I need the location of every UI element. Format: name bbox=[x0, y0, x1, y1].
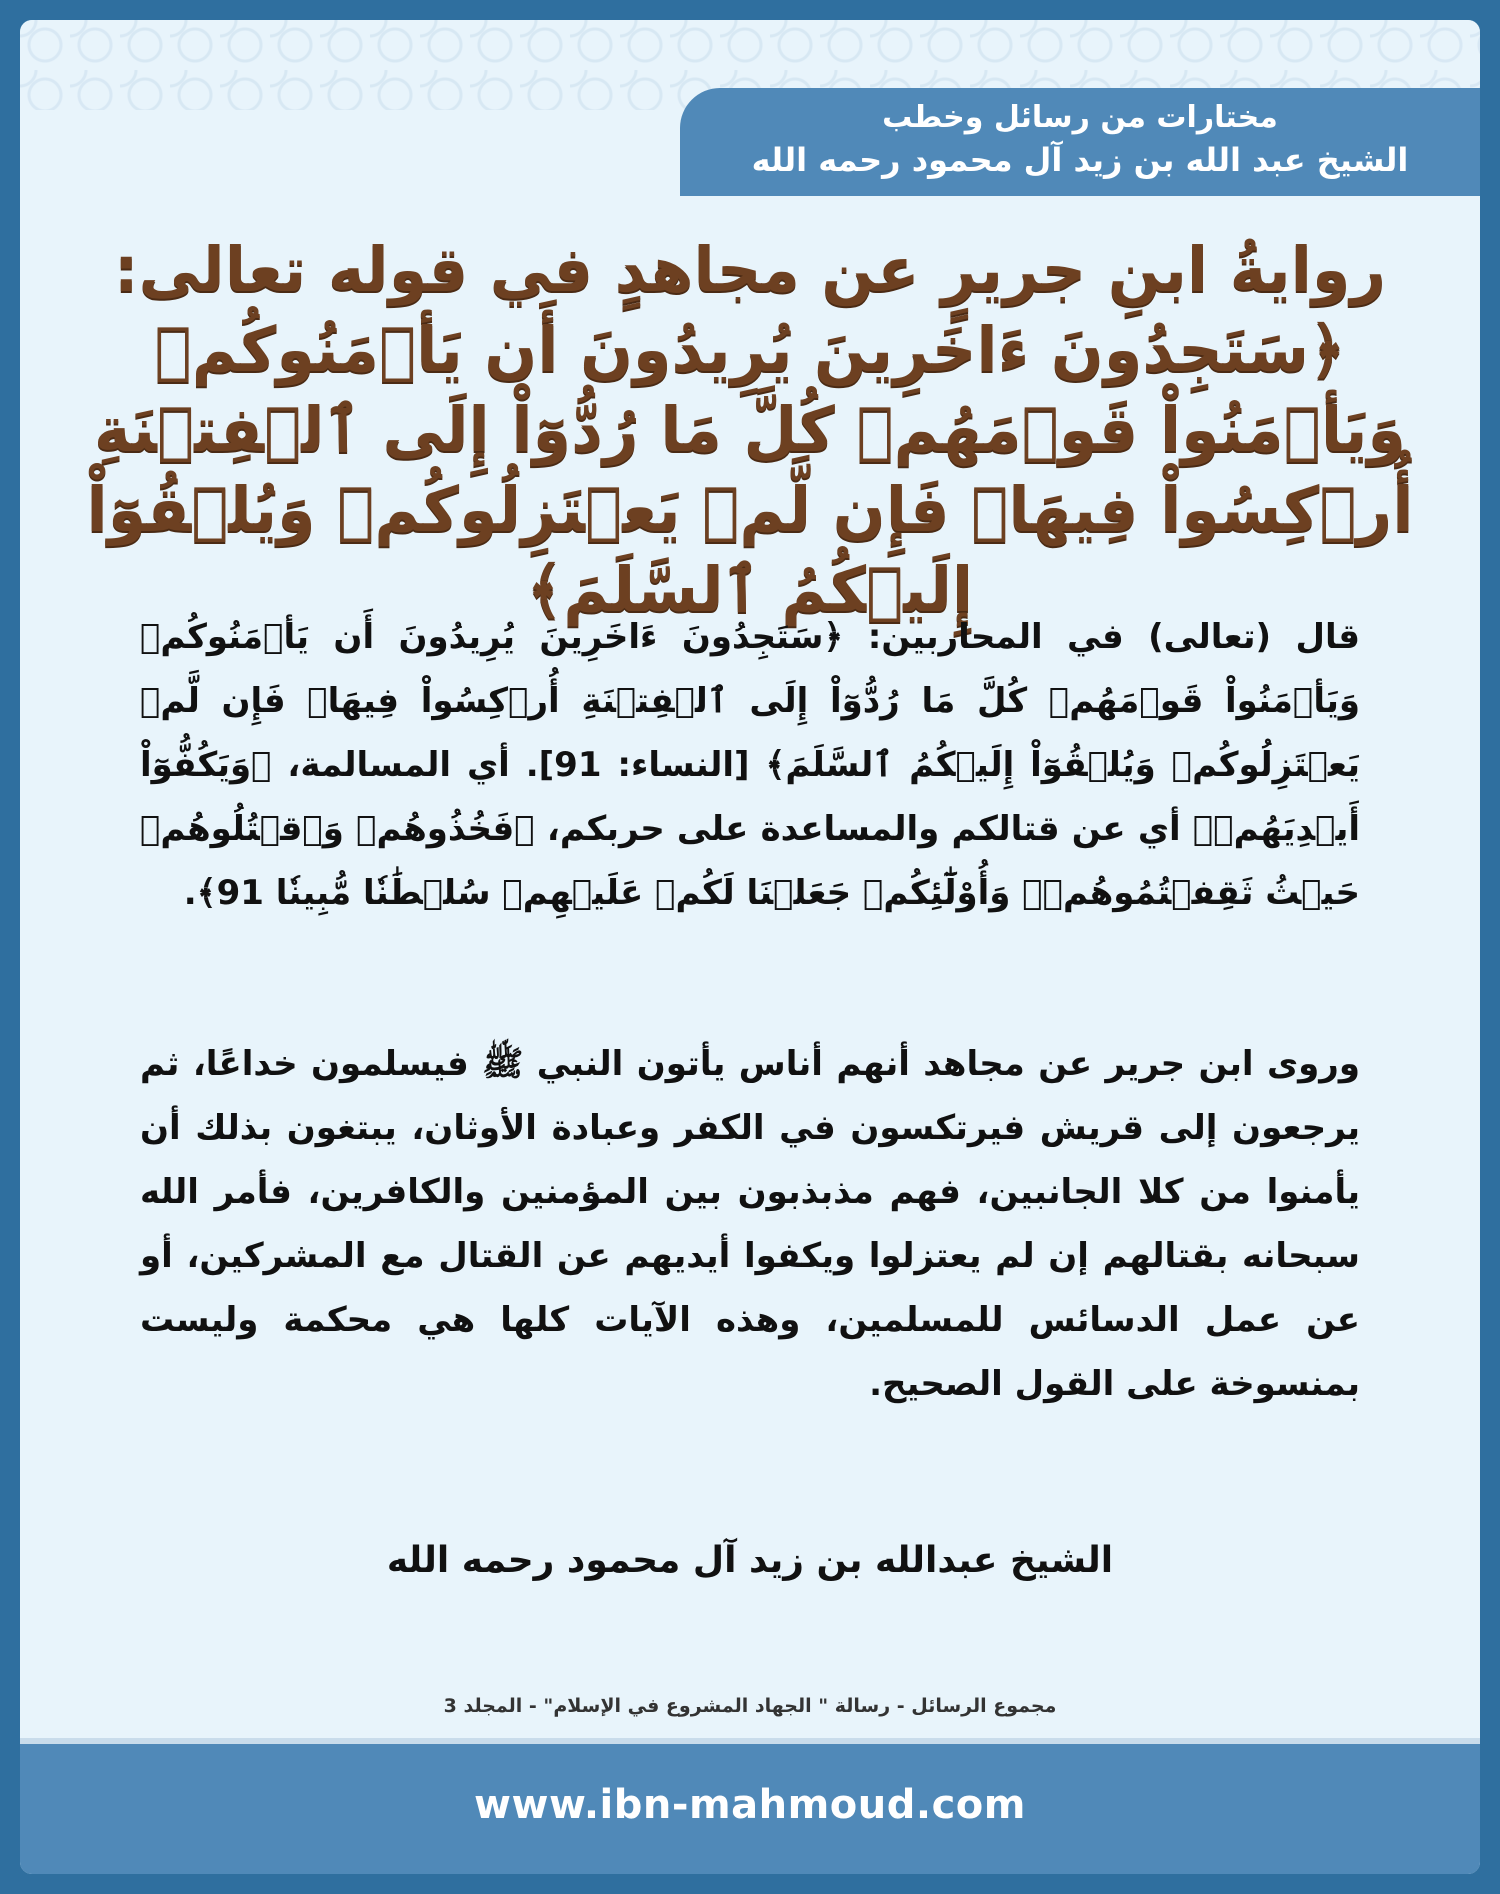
footer-banner bbox=[20, 1738, 1480, 1874]
header-banner bbox=[680, 88, 1480, 196]
page-title: روايةُ ابنِ جريرٍ عن مجاهدٍ في قوله تعالى: ﴿سَتَجِدُونَ ءَاخَرِينَ يُرِيدُونَ أَن يَأۡمَنُوكُمۡ وَيَأۡمَنُواْ قَوۡمَهُمۡ كُلَّ مَا رُدُّوٓاْ إِلَى ٱلۡفِتۡنَةِ أُرۡكِسُواْ فِيهَاۚ فَإِن لَّمۡ يَعۡتَزِلُوكُمۡ وَيُلۡقُوٓاْ إِلَيۡكُمُ ٱلسَّلَمَ﴾ bbox=[86, 233, 1414, 626]
source-reference: مجموع الرسائل - رسالة " الجهاد المشروع في الإسلام" - المجلد 3 bbox=[443, 1695, 1057, 1717]
paragraph-quran-citation: قال (تعالى) في المحاربين: ﴿سَتَجِدُونَ ءَاخَرِينَ يُرِيدُونَ أَن يَأۡمَنُوكُمۡ وَيَأۡمَنُواْ قَوۡمَهُمۡ كُلَّ مَا رُدُّوٓاْ إِلَى ٱلۡفِتۡنَةِ أُرۡكِسُواْ فِيهَاۚ فَإِن لَّمۡ يَعۡتَزِلُوكُمۡ وَيُلۡقُوٓاْ إِلَيۡكُمُ ٱلسَّلَمَ﴾ [النساء: 91]. أي المسالمة، ﴿وَيَكُفُّوٓاْ أَيۡدِيَهُمۡ﴾ أي عن قتالكم والمساعدة على حربكم، ﴿فَخُذُوهُمۡ وَٱقۡتُلُوهُمۡ حَيۡثُ ثَقِفۡتُمُوهُمۡۚ وَأُوْلَٰٓئِكُمۡ جَعَلۡنَا لَكُمۡ عَلَيۡهِمۡ سُلۡطَٰنٗا مُّبِينٗا 91﴾. bbox=[140, 617, 1360, 913]
page-card bbox=[20, 20, 1480, 1874]
website-link[interactable]: www.ibn-mahmoud.com bbox=[474, 1782, 1026, 1828]
author-signature: الشيخ عبدالله بن زيد آل محمود رحمه الله bbox=[386, 1540, 1114, 1581]
paragraph-commentary: وروى ابن جرير عن مجاهد أنهم أناس يأتون النبي ﷺ فيسلمون خداعًا، ثم يرجعون إلى قريش فيرتكسون في الكفر وعبادة الأوثان، يبتغون بذلك أن يأمنوا من كلا الجانبين، فهم مذبذبون بين المؤمنين والكافرين، فأمر الله سبحانه بقتالهم إن لم يعتزلوا ويكفوا أيديهم عن القتال مع المشركين، أو عن عمل الدسائس للمسلمين، وهذه الآيات كلها هي محكمة وليست بمنسوخة على القول الصحيح. bbox=[140, 1044, 1360, 1404]
header-series-title: مختارات من رسائل وخطب bbox=[882, 100, 1278, 135]
header-author-name: الشيخ عبد الله بن زيد آل محمود رحمه الله bbox=[751, 141, 1409, 179]
